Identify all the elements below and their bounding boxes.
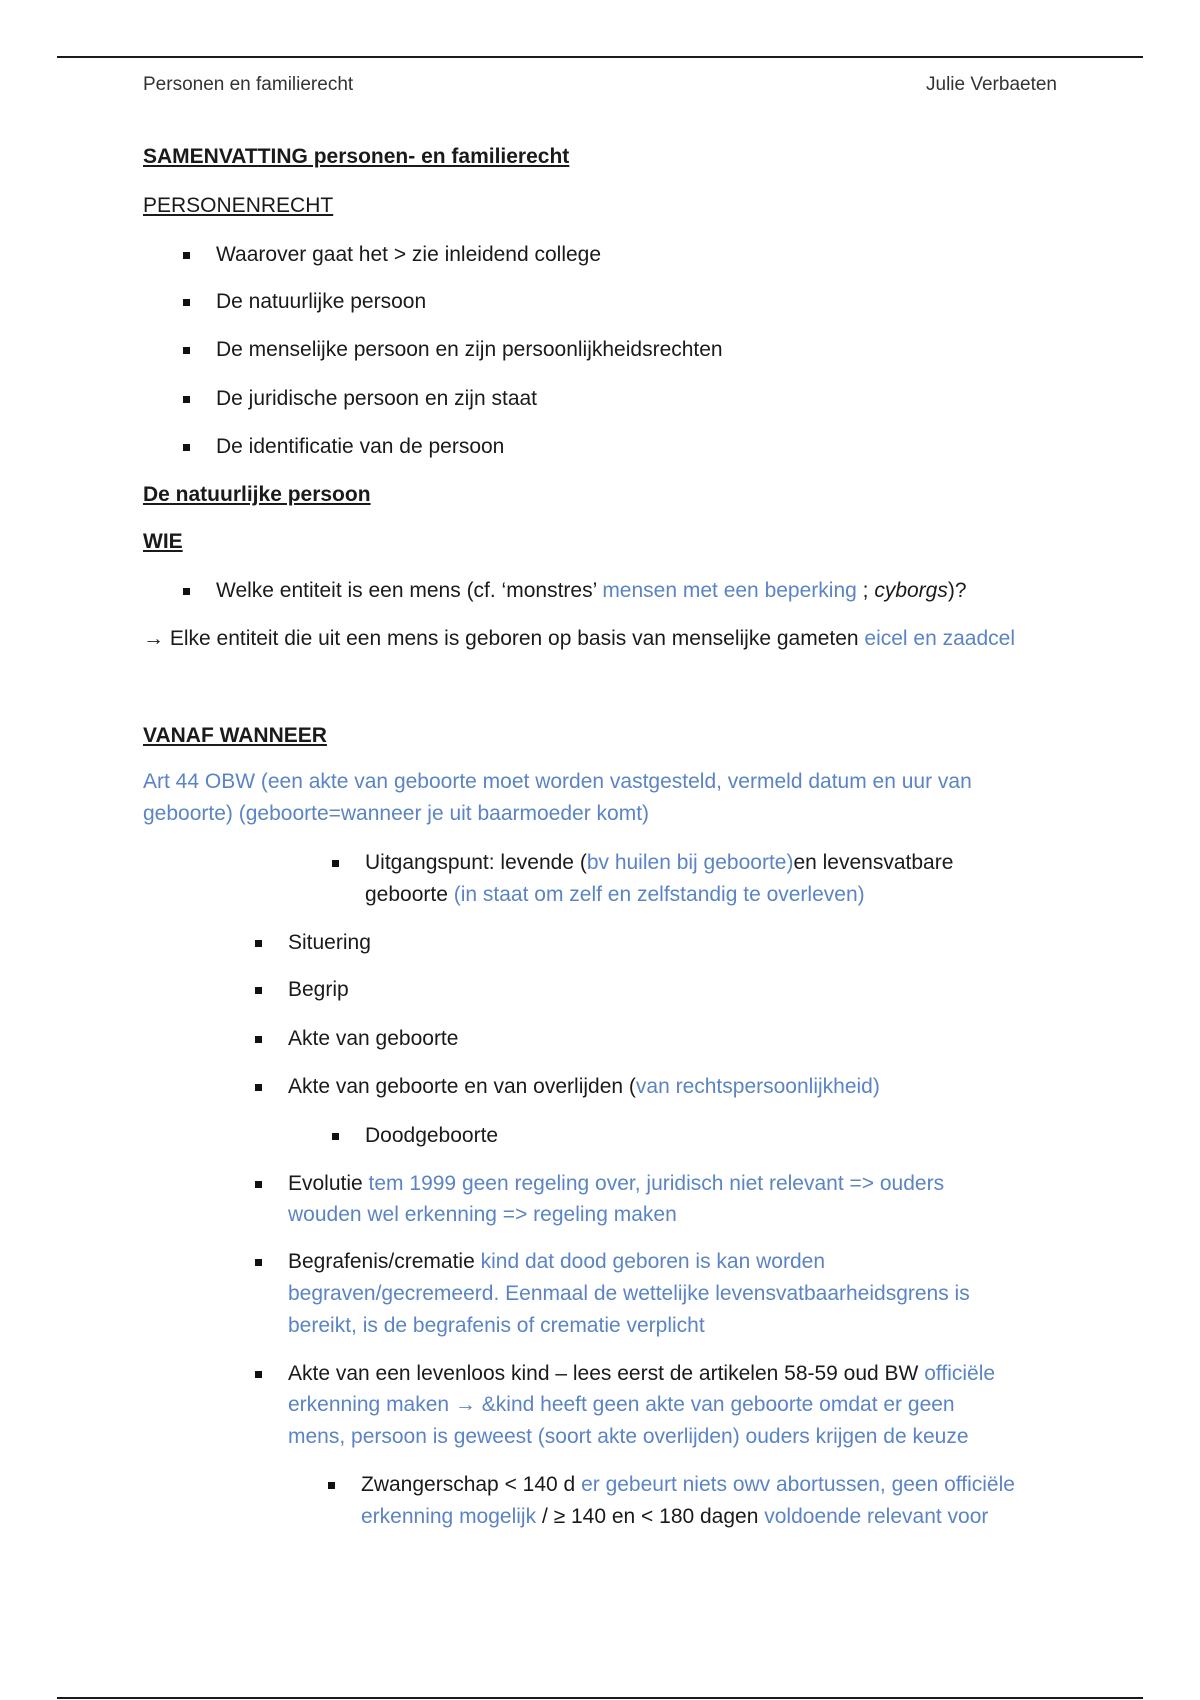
zwanger-text-blue-2: erkenning mogelijk [361, 1505, 537, 1528]
bullet-icon [255, 1259, 262, 1266]
list-item-overlijden [288, 1071, 880, 1103]
zwanger-text: Zwangerschap < 140 d [361, 1473, 582, 1496]
uitgangspunt-line-1 [365, 847, 953, 879]
bullet-icon [332, 1133, 339, 1140]
evolutie-line-1 [288, 1168, 944, 1200]
bottom-rule [57, 1697, 1143, 1699]
begrafenis-text-blue-1: kind dat dood geboren is kan worden [480, 1250, 826, 1273]
wie-text-italic: cyborgs [874, 579, 948, 602]
evolutie-text: Evolutie [288, 1172, 369, 1195]
zwanger-text-blue-3: voldoende relevant voor [764, 1505, 989, 1528]
begrafenis-line-3: bereikt, is de begrafenis of crematie verplicht [288, 1314, 705, 1337]
bullet-icon [255, 1084, 262, 1091]
arrow-text: → Elke entiteit die uit een mens is geboren op basis van menselijke gameten [143, 627, 865, 650]
begrafenis-line-1 [288, 1246, 825, 1278]
heading-natuurlijke-persoon: De natuurlijke persoon [143, 483, 371, 506]
list-item-doodgeboorte: Doodgeboorte [365, 1124, 499, 1147]
uitgang-text-a: Uitgangspunt: levende ( [365, 851, 587, 874]
header-right: Julie Verbaeten [926, 74, 1057, 95]
bullet-icon [255, 1036, 262, 1043]
list-item: De identificatie van de persoon [216, 435, 505, 458]
uitgang-text-b: en levensvatbare [793, 851, 954, 874]
list-item-situering: Situering [288, 931, 371, 954]
evolutie-text-blue-1: tem 1999 geen regeling over, juridisch niet relevant => ouders [368, 1172, 945, 1195]
uitgang-text-blue-1: bv huilen bij geboorte) [586, 851, 794, 874]
bullet-icon [332, 860, 339, 867]
uitgangspunt-line-2 [365, 879, 865, 911]
uitgang-text-c: geboorte [365, 883, 454, 906]
list-item: De natuurlijke persoon [216, 290, 427, 313]
header-left: Personen en familierecht [143, 74, 354, 95]
bullet-icon [183, 396, 190, 403]
uitgang-text-blue-2: (in staat om zelf en zelfstandig te overleven) [453, 883, 865, 906]
zwangerschap-line-1 [361, 1469, 1015, 1501]
list-item: De juridische persoon en zijn staat [216, 387, 538, 410]
begrafenis-line-2: begraven/gecremeerd. Eenmaal de wettelijke levensvatbaarheidsgrens is [288, 1282, 970, 1305]
art-line-2: geboorte) (geboorte=wanneer je uit baarmoeder komt) [143, 802, 650, 825]
zwanger-text-b: / ≥ 140 en < 180 dagen [536, 1505, 765, 1528]
wie-text-blue: mensen met een beperking [602, 579, 857, 602]
wie-text-3: )? [947, 579, 967, 602]
akte-text: Akte van een levenloos kind – lees eerst de artikelen 58-59 oud BW [288, 1362, 925, 1385]
zwangerschap-line-2 [361, 1501, 988, 1533]
wie-text-1: Welke entiteit is een mens (cf. ‘monstres’ [216, 579, 603, 602]
heading-vanaf-wanneer: VANAF WANNEER [143, 724, 327, 747]
top-rule [57, 56, 1143, 58]
akte-levenloos-line-3: mens, persoon is geweest (soort akte overlijden) ouders krijgen de keuze [288, 1425, 969, 1448]
arrow-text-blue: eicel en zaadcel [864, 627, 1016, 650]
bullet-icon [183, 299, 190, 306]
overlijden-text-blue: van rechtspersoonlijkheid) [635, 1075, 880, 1098]
bullet-icon [183, 252, 190, 259]
akte-levenloos-line-2: erkenning maken → &kind heeft geen akte van geboorte omdat er geen [288, 1393, 955, 1416]
bullet-icon [183, 347, 190, 354]
bullet-icon [255, 1371, 262, 1378]
list-item-akte-geboorte: Akte van geboorte [288, 1027, 459, 1050]
wie-arrow-line [143, 623, 1015, 655]
list-item-begrip: Begrip [288, 978, 349, 1001]
bullet-icon [183, 444, 190, 451]
section-personenrecht: PERSONENRECHT [143, 194, 334, 217]
document-title: SAMENVATTING personen- en familierecht [143, 145, 570, 168]
list-item: Waarover gaat het > zie inleidend college [216, 243, 602, 266]
wie-text-2: ; [856, 579, 875, 602]
akte-text-blue-1: officiële [924, 1362, 996, 1385]
zwanger-text-blue-1: er gebeurt niets owv abortussen, geen officiële [581, 1473, 1015, 1496]
art-line-1: Art 44 OBW (een akte van geboorte moet worden vastgesteld, vermeld datum en uur van [143, 770, 972, 793]
wie-item [216, 575, 967, 607]
bullet-icon [183, 588, 190, 595]
bullet-icon [328, 1482, 335, 1489]
bullet-icon [255, 987, 262, 994]
bullet-icon [255, 940, 262, 947]
akte-levenloos-line-1 [288, 1358, 995, 1390]
list-item: De menselijke persoon en zijn persoonlijkheidsrechten [216, 338, 723, 361]
begrafenis-text: Begrafenis/crematie [288, 1250, 481, 1273]
heading-wie: WIE [143, 530, 183, 553]
overlijden-text: Akte van geboorte en van overlijden ( [288, 1075, 636, 1098]
bullet-icon [255, 1181, 262, 1188]
evolutie-line-2: wouden wel erkenning => regeling maken [288, 1203, 677, 1226]
